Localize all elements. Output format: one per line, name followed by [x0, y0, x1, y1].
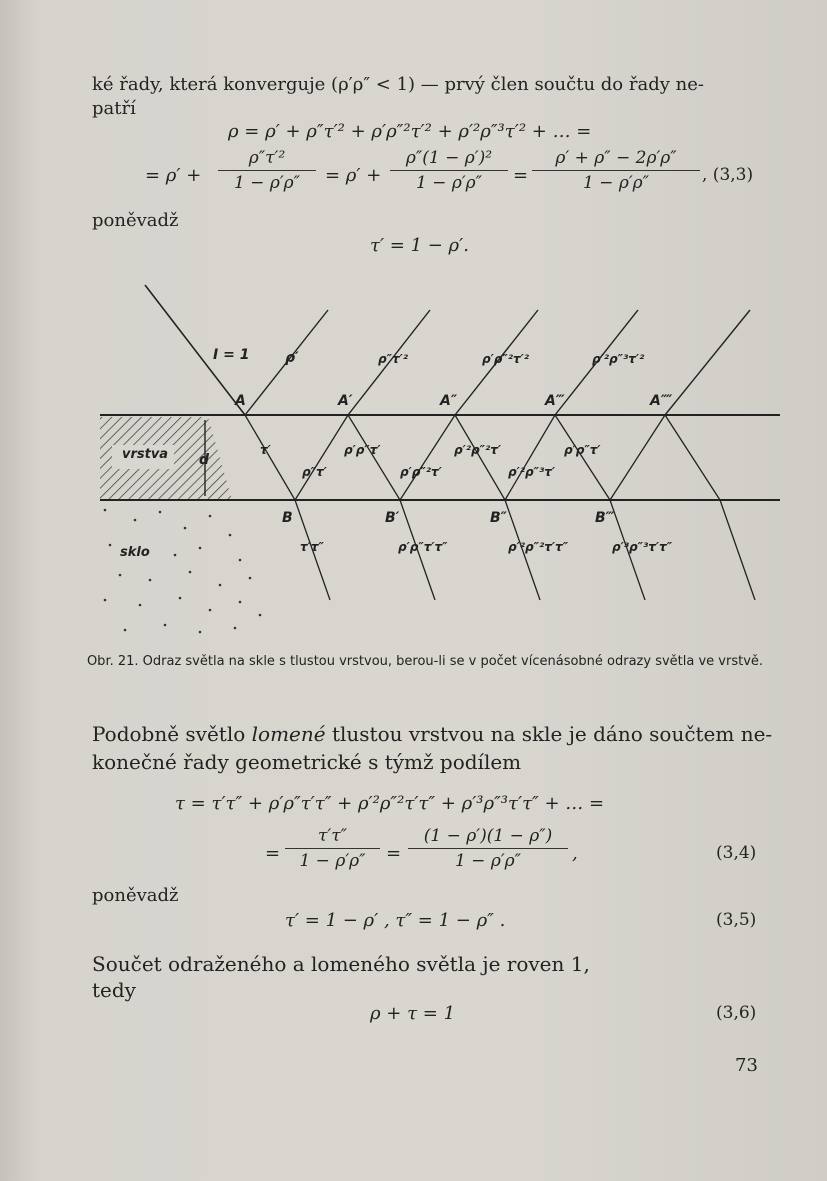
paragraph-2-line2: tedy — [92, 978, 136, 1002]
point-A4: A⁗ — [650, 393, 673, 409]
eq33-f2-num: ρ″(1 − ρ′)² — [405, 148, 493, 168]
label-rho: ρ′ — [285, 350, 299, 366]
point-B1: B′ — [385, 510, 400, 526]
point-A1: A′ — [338, 393, 353, 409]
eq34-fraction-2 — [408, 826, 568, 871]
page-number: 73 — [735, 1055, 758, 1076]
eq34-lhs: = — [265, 843, 281, 864]
eq33-lhs: = ρ′ + — [145, 165, 202, 186]
eq33-f1-den: 1 − ρ′ρ″ — [233, 173, 301, 193]
eq34-fraction-1 — [285, 826, 380, 871]
paragraph-2-line1: Součet odraženého a lomeného světla je roven 1, — [92, 952, 590, 976]
vrstva-label: vrstva — [122, 447, 169, 462]
eq35-number: (3,5) — [716, 910, 757, 930]
eq34-f1-num: τ′τ″ — [317, 826, 348, 846]
thickness-label: d — [199, 452, 210, 468]
top-label-2: ρ′ρ″²τ′² — [482, 352, 530, 366]
bottom-label-1: τ′τ″ — [300, 540, 324, 554]
ponevadz-1: poněvadž — [92, 210, 179, 231]
sklo-dots — [104, 509, 262, 634]
eq36-number: (3,6) — [716, 1003, 757, 1023]
reflected-ray-5 — [665, 310, 750, 415]
header-text-cont: patří — [92, 98, 136, 119]
emphasized-word: lomené — [251, 722, 326, 746]
tau-equation: τ′ = 1 − ρ′. — [370, 235, 469, 256]
label-intensity: I = 1 — [213, 347, 250, 363]
paragraph-1-line2: konečné řady geometrické s týmž podílem — [92, 750, 522, 774]
point-A: A — [235, 393, 246, 409]
eq34-line1: τ = τ′τ″ + ρ′ρ″τ′τ″ + ρ′²ρ″²τ′τ″ + ρ′³ρ″³τ′τ″ + … = — [175, 793, 605, 814]
eq33-line1: ρ = ρ′ + ρ″τ′² + ρ′ρ″²τ′² + ρ′²ρ″³τ′² + … = — [228, 121, 592, 142]
point-A3: A‴ — [545, 393, 565, 409]
eq33-f3-num: ρ′ + ρ″ − 2ρ′ρ″ — [555, 148, 677, 168]
point-B3: B‴ — [595, 510, 615, 526]
eq33-fraction-1 — [218, 148, 316, 193]
point-A2: A″ — [440, 393, 458, 409]
paragraph-1-line1 — [92, 722, 772, 746]
top-label-3: ρ′²ρ″³τ′² — [592, 352, 645, 366]
eq35: τ′ = 1 − ρ′ , τ″ = 1 − ρ″ . — [285, 910, 506, 931]
layer-label-7: ρ′ρ″τ′ — [564, 443, 601, 457]
figure-caption: Obr. 21. Odraz světla na skle s tlustou vrstvou, berou-li se v počet vícenásobné odrazy světla ve vrstvě. — [86, 654, 764, 669]
layer-label-2: ρ″τ′ — [302, 465, 327, 479]
layer-label-1: τ′ — [260, 443, 271, 457]
eq34-f2-den: 1 − ρ′ρ″ — [454, 851, 522, 871]
layer-label-5: ρ′²ρ″²τ′ — [454, 443, 502, 457]
transmitted-ray-5 — [720, 500, 755, 600]
top-label-1: ρ″τ′² — [378, 352, 409, 366]
header-text: ké řady, která konverguje (ρ′ρ″ < 1) — prvý člen součtu do řady ne- — [92, 74, 704, 95]
eq33-f2-den: 1 − ρ′ρ″ — [415, 173, 483, 193]
eq34-comma: , — [572, 843, 578, 864]
bottom-label-4: ρ′³ρ″³τ′τ″ — [612, 540, 673, 554]
eq33-f1-num: ρ″τ′² — [248, 148, 286, 168]
sklo-label: sklo — [120, 545, 150, 560]
para1-text: Podobně světlo lomené tlustou vrstvou na skle je dáno součtem ne- — [92, 722, 773, 746]
bottom-label-3: ρ′²ρ″²τ′τ″ — [508, 540, 569, 554]
eq34-f2-num: (1 − ρ′)(1 − ρ″) — [423, 826, 553, 846]
point-B: B — [282, 510, 293, 526]
ponevadz-2: poněvadž — [92, 885, 179, 906]
eq34-number: (3,4) — [716, 843, 757, 863]
eq33-equals: = — [513, 165, 529, 186]
internal-zigzag — [245, 415, 720, 500]
eq33-f3-den: 1 − ρ′ρ″ — [582, 173, 650, 193]
point-B2: B″ — [490, 510, 507, 526]
eq33-fraction-3 — [532, 148, 700, 193]
eq34-equals: = — [386, 843, 402, 864]
layer-label-3: ρ′ρ″τ′ — [344, 443, 381, 457]
eq33-mid: = ρ′ + — [325, 165, 382, 186]
bottom-label-2: ρ′ρ″τ′τ″ — [398, 540, 448, 554]
eq33-number: , (3,3) — [702, 165, 754, 185]
layer-label-4: ρ′ρ″²τ′ — [400, 465, 442, 479]
eq36: ρ + τ = 1 — [370, 1003, 456, 1024]
layer-label-6: ρ′²ρ″³τ′ — [508, 465, 556, 479]
eq34-f1-den: 1 − ρ′ρ″ — [299, 851, 366, 871]
eq33-fraction-2 — [390, 148, 508, 193]
